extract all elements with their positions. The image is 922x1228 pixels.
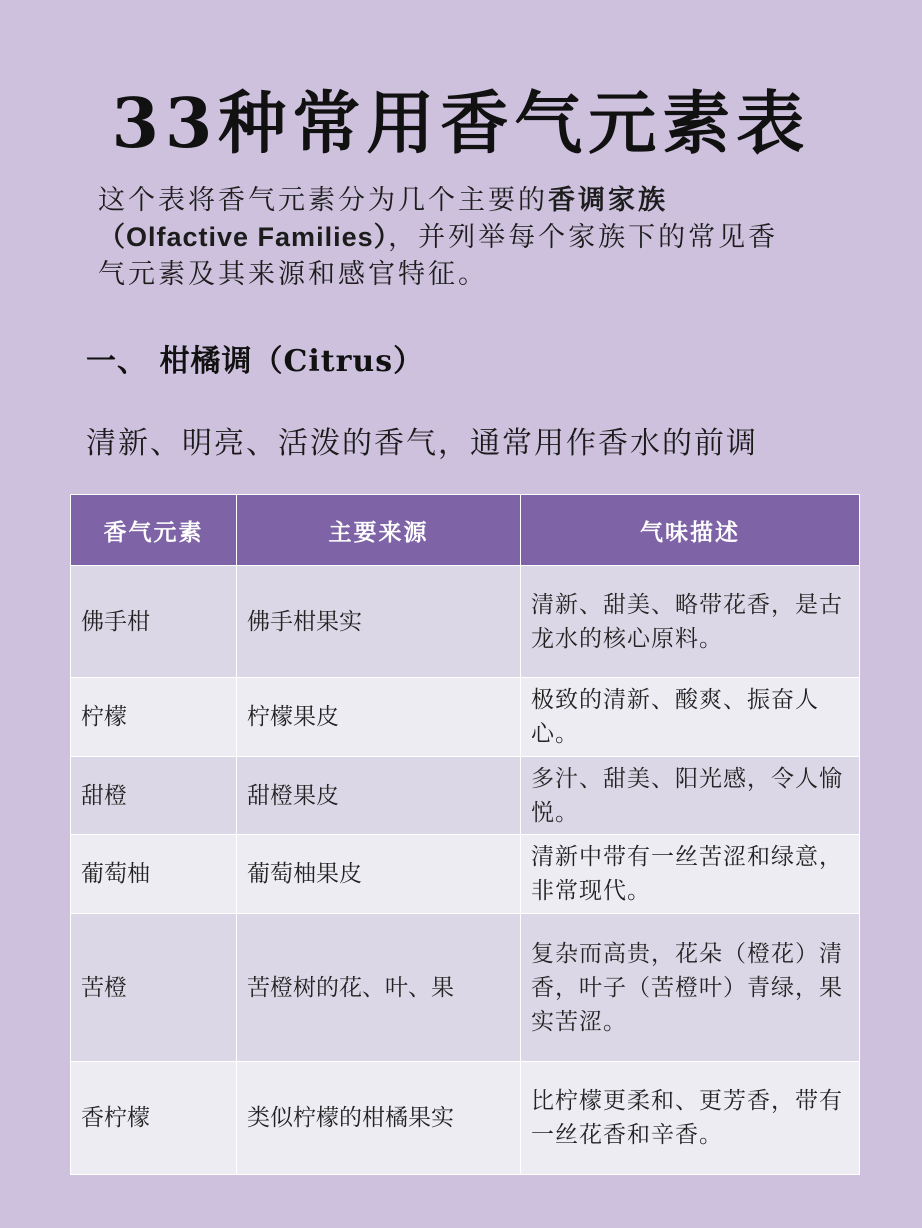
page-title: 33种常用香气元素表 xyxy=(111,84,811,164)
cell-source: 甜橙果皮 xyxy=(237,757,521,835)
cell-description: 复杂而高贵，花朵（橙花）清香，叶子（苦橙叶）青绿，果实苦涩。 xyxy=(521,914,860,1062)
table-row xyxy=(71,566,860,678)
cell-source: 柠檬果皮 xyxy=(237,678,521,757)
intro-text-1: 这个表将香气元素分为几个主要的 xyxy=(98,185,548,216)
table-header-row xyxy=(71,495,860,566)
intro-text-3: ，并列举每个家族下的常见香气元素及其来源和感官特征。 xyxy=(98,222,779,290)
cell-element: 苦橙 xyxy=(71,914,237,1062)
cell-source: 类似柠檬的柑橘果实 xyxy=(237,1062,521,1175)
header-description: 气味描述 xyxy=(521,495,860,566)
intro-text-2: （Olfactive Families） xyxy=(98,222,389,252)
section-description: 清新、明亮、活泼的香气，通常用作香水的前调 xyxy=(86,426,758,461)
aroma-table xyxy=(70,494,860,1175)
section-heading: 一、 柑橘调（Citrus） xyxy=(86,344,425,379)
table-row xyxy=(71,914,860,1062)
table-row xyxy=(71,1062,860,1175)
cell-source: 葡萄柚果皮 xyxy=(237,835,521,914)
header-element: 香气元素 xyxy=(71,495,237,566)
intro-paragraph xyxy=(98,182,798,293)
cell-source: 苦橙树的花、叶、果 xyxy=(237,914,521,1062)
cell-element: 柠檬 xyxy=(71,678,237,757)
cell-description: 清新中带有一丝苦涩和绿意，非常现代。 xyxy=(521,835,860,914)
cell-element: 葡萄柚 xyxy=(71,835,237,914)
cell-source: 佛手柑果实 xyxy=(237,566,521,678)
header-source: 主要来源 xyxy=(237,495,521,566)
table-row xyxy=(71,835,860,914)
cell-element: 佛手柑 xyxy=(71,566,237,678)
cell-description: 清新、甜美、略带花香，是古龙水的核心原料。 xyxy=(521,566,860,678)
table-row xyxy=(71,678,860,757)
cell-element: 香柠檬 xyxy=(71,1062,237,1175)
cell-element: 甜橙 xyxy=(71,757,237,835)
intro-emphasis: 香调家族 xyxy=(548,185,668,216)
cell-description: 比柠檬更柔和、更芳香，带有一丝花香和辛香。 xyxy=(521,1062,860,1175)
cell-description: 极致的清新、酸爽、振奋人心。 xyxy=(521,678,860,757)
table-row xyxy=(71,757,860,835)
cell-description: 多汁、甜美、阳光感，令人愉悦。 xyxy=(521,757,860,835)
